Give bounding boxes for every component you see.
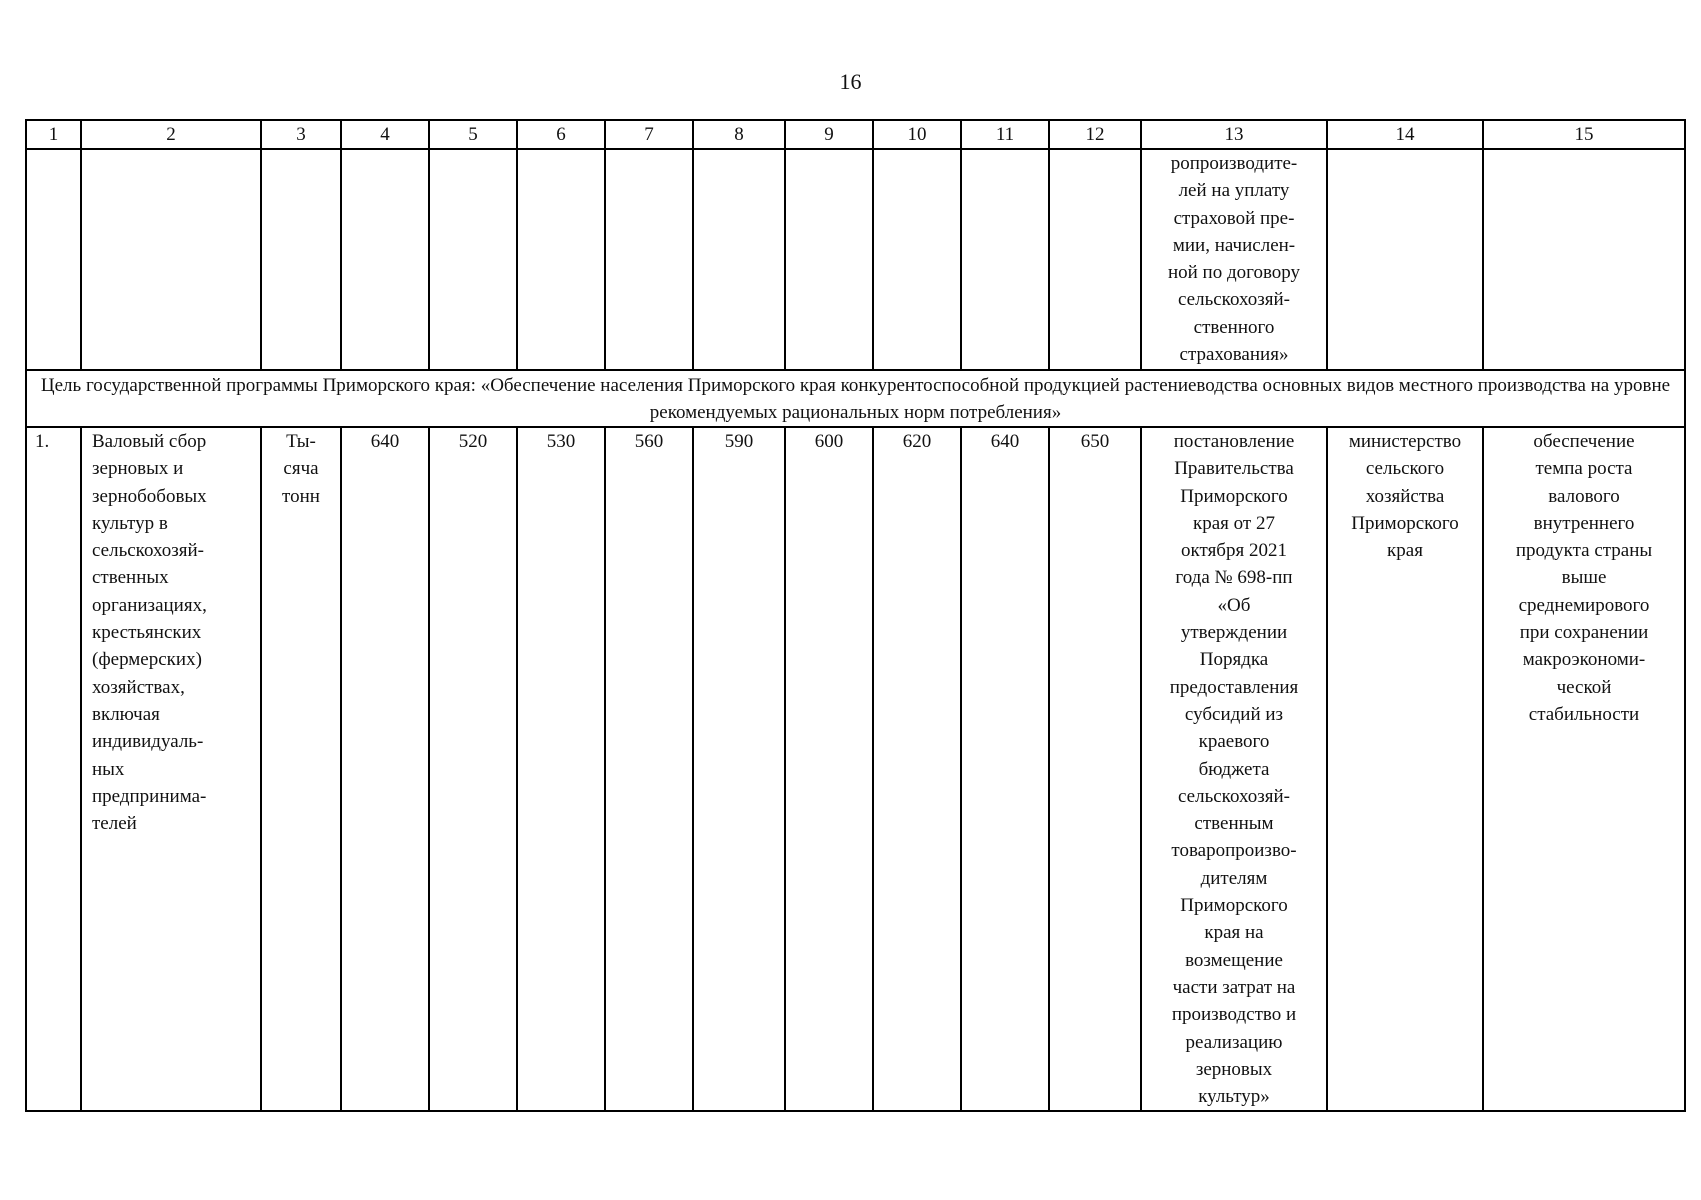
column-header: 7 — [605, 120, 693, 149]
value: 650 — [1080, 431, 1110, 452]
unit-of-measure: Ты- сяча тонн — [282, 431, 320, 507]
value: 600 — [814, 431, 844, 452]
unit-cell — [261, 427, 341, 1111]
value: 640 — [370, 431, 400, 452]
empty-cell — [341, 149, 429, 370]
column-header: 12 — [1049, 120, 1141, 149]
value: 560 — [634, 431, 664, 452]
value: 520 — [458, 431, 488, 452]
value-cell — [429, 427, 517, 1111]
value: 530 — [546, 431, 576, 452]
goal-link-cell — [1483, 427, 1685, 1111]
empty-cell — [1483, 149, 1685, 370]
value: 640 — [990, 431, 1020, 452]
column-header: 10 — [873, 120, 961, 149]
column-number-row — [26, 120, 1685, 149]
column-header: 11 — [961, 120, 1049, 149]
empty-cell — [429, 149, 517, 370]
value-cell — [873, 427, 961, 1111]
value-cell — [517, 427, 605, 1111]
program-goal-text: Цель государственной программы Приморского края: «Обеспечение населения Приморского края конкурентоспособной продукцией растениеводства основных видов местного производства на уровне рекомендуемых рациональных норм потребления» — [40, 375, 1671, 423]
empty-cell — [517, 149, 605, 370]
continuation-row — [26, 149, 1685, 370]
legal-document-text: постановление Правительства Приморского края от 27 октября 2021 года № 698-пп «Об утверждении Порядка предоставления субсидий из краевого бюджета сельскохозяй- ственным товаропроизво- дителям Приморского края на возмещение части затрат на производство и реализацию зерновых культур» — [1169, 431, 1299, 1108]
column-header: 9 — [785, 120, 873, 149]
table-row — [26, 427, 1685, 1111]
page-number: 16 — [839, 69, 862, 94]
value-cell — [693, 427, 785, 1111]
empty-cell — [961, 149, 1049, 370]
empty-cell — [605, 149, 693, 370]
value-cell — [341, 427, 429, 1111]
column-header: 1 — [26, 120, 81, 149]
empty-cell — [873, 149, 961, 370]
indicators-table — [25, 119, 1686, 1112]
responsible-body: министерство сельского хозяйства Приморского края — [1348, 431, 1462, 562]
column-header: 3 — [261, 120, 341, 149]
responsible-cell — [1327, 427, 1483, 1111]
empty-cell — [693, 149, 785, 370]
column-header: 2 — [81, 120, 261, 149]
indicator-name-cell — [81, 427, 261, 1111]
column-header: 13 — [1141, 120, 1327, 149]
row-number: 1. — [35, 431, 50, 452]
document-cell — [1141, 427, 1327, 1111]
column-header: 15 — [1483, 120, 1685, 149]
value-cell — [785, 427, 873, 1111]
empty-cell — [261, 149, 341, 370]
column-header: 4 — [341, 120, 429, 149]
column-header: 14 — [1327, 120, 1483, 149]
goal-row — [26, 370, 1685, 427]
empty-cell — [81, 149, 261, 370]
value: 590 — [724, 431, 754, 452]
empty-cell — [26, 149, 81, 370]
column-header: 6 — [517, 120, 605, 149]
value: 620 — [902, 431, 932, 452]
column-header: 8 — [693, 120, 785, 149]
value-cell — [1049, 427, 1141, 1111]
column-header: 5 — [429, 120, 517, 149]
row-number-cell — [26, 427, 81, 1111]
continued-document-text: ропроизводите- лей на уплату страховой пре- мии, начислен- ной по договору сельскохозяй- ственного страхования» — [1167, 153, 1301, 366]
value-cell — [961, 427, 1049, 1111]
national-goal-link: обеспечение темпа роста валового внутреннего продукта страны выше среднемирового при сохранении макроэкономи- ческой стабильности — [1515, 431, 1653, 725]
empty-cell — [1327, 149, 1483, 370]
program-goal-cell — [26, 370, 1685, 427]
continued-document-cell — [1141, 149, 1327, 370]
indicator-name: Валовый сбор зерновых и зернобобовых культур в сельскохозяй- ственных организациях, крестьянских (фермерских) хозяйствах, включая индивидуаль- ных предпринима- телей — [92, 431, 207, 835]
value-cell — [605, 427, 693, 1111]
empty-cell — [1049, 149, 1141, 370]
empty-cell — [785, 149, 873, 370]
